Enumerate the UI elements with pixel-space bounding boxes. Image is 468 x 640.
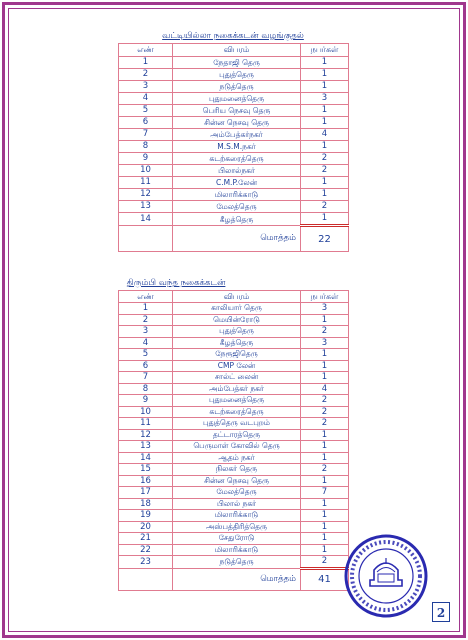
table2-cell-count: 1 bbox=[301, 349, 349, 361]
table1-header-detail: விபரம் bbox=[173, 44, 301, 57]
table2-cell-name: அஸ்பத்திரித்தெரு bbox=[173, 521, 301, 533]
table1-cell-no: 10 bbox=[119, 165, 173, 177]
table1-cell-name: கடற்கரைத்தெரு bbox=[173, 153, 301, 165]
table2-row bbox=[119, 406, 349, 418]
table2-cell-name: அம்பேத்கர் நகர் bbox=[173, 383, 301, 395]
table2-cell-no: 23 bbox=[119, 556, 173, 569]
table2-row bbox=[119, 475, 349, 487]
table2-cell-name: மேலத்தெரு bbox=[173, 487, 301, 499]
table2-row bbox=[119, 360, 349, 372]
table1-cell-count: 1 bbox=[301, 141, 349, 153]
table2-cell-no: 3 bbox=[119, 326, 173, 338]
table1-row bbox=[119, 117, 349, 129]
table1-cell-no: 13 bbox=[119, 201, 173, 213]
table2-cell-no: 15 bbox=[119, 464, 173, 476]
table1-cell-no: 9 bbox=[119, 153, 173, 165]
table2-cell-name: தட்டாரத்தெரு bbox=[173, 429, 301, 441]
table1-cell-name: M.S.M.நகர் bbox=[173, 141, 301, 153]
table2-cell-no: 9 bbox=[119, 395, 173, 407]
table2-cell-name: மெயின்ரோடு bbox=[173, 314, 301, 326]
table2-row bbox=[119, 544, 349, 556]
table2-cell-count: 1 bbox=[301, 510, 349, 522]
table2-cell-count: 2 bbox=[301, 418, 349, 430]
table2-cell-name: CMP லேன் bbox=[173, 360, 301, 372]
table2-cell-no: 19 bbox=[119, 510, 173, 522]
table1-row bbox=[119, 153, 349, 165]
table2-cell-name: புதுமனைத்தெரு bbox=[173, 395, 301, 407]
table2-row bbox=[119, 372, 349, 384]
table2-row bbox=[119, 383, 349, 395]
table1-row bbox=[119, 141, 349, 153]
table2-cell-name: பெருமாள் கோவில் தெரு bbox=[173, 441, 301, 453]
table2-row bbox=[119, 314, 349, 326]
table1-cell-count: 1 bbox=[301, 177, 349, 189]
table2-row bbox=[119, 521, 349, 533]
table2-cell-count: 7 bbox=[301, 487, 349, 499]
table1-cell-name: அம்பேத்கர்நகர் bbox=[173, 129, 301, 141]
table2-cell-name: நேரூஜிதெரு bbox=[173, 349, 301, 361]
table2-cell-no: 22 bbox=[119, 544, 173, 556]
table1-cell-count: 2 bbox=[301, 153, 349, 165]
table2-row bbox=[119, 487, 349, 499]
table2-cell-name: காலியார் தெரு bbox=[173, 303, 301, 315]
table2-cell-count: 1 bbox=[301, 429, 349, 441]
table2-cell-count: 1 bbox=[301, 544, 349, 556]
table2-cell-name: புதுத்தெரு bbox=[173, 326, 301, 338]
table1-cell-count: 1 bbox=[301, 69, 349, 81]
table2-cell-count: 1 bbox=[301, 475, 349, 487]
table2-row bbox=[119, 303, 349, 315]
table2-cell-no: 20 bbox=[119, 521, 173, 533]
table1-cell-no: 8 bbox=[119, 141, 173, 153]
table2-cell-name: மிலாரிக்காடு bbox=[173, 510, 301, 522]
table1 bbox=[118, 43, 349, 252]
table2-cell-count: 2 bbox=[301, 464, 349, 476]
table2-total-value: 41 bbox=[301, 568, 349, 590]
table2 bbox=[118, 290, 349, 591]
table2-cell-count: 4 bbox=[301, 383, 349, 395]
table2-header-count: நபர்கள் bbox=[301, 291, 349, 303]
table2-cell-count: 1 bbox=[301, 441, 349, 453]
table2-total-empty bbox=[119, 568, 173, 590]
table2-cell-name: நடுத்தெரு bbox=[173, 556, 301, 569]
table1-row bbox=[119, 57, 349, 69]
table1-row bbox=[119, 189, 349, 201]
table2-row bbox=[119, 556, 349, 569]
table2-cell-no: 4 bbox=[119, 337, 173, 349]
table2-row bbox=[119, 464, 349, 476]
table2-title: திரும்பி வந்த நகைக்கடன் bbox=[126, 278, 226, 288]
table2-row bbox=[119, 418, 349, 430]
table2-header-no: எண் bbox=[119, 291, 173, 303]
table1-cell-no: 4 bbox=[119, 93, 173, 105]
table1-row bbox=[119, 165, 349, 177]
table1-total-value: 22 bbox=[301, 226, 349, 252]
table2-cell-no: 1 bbox=[119, 303, 173, 315]
table1-cell-count: 1 bbox=[301, 117, 349, 129]
table2-header-detail: விபரம் bbox=[173, 291, 301, 303]
table2-cell-count: 3 bbox=[301, 337, 349, 349]
organization-seal bbox=[344, 534, 428, 618]
table1-cell-name: சின்ன நெசவு தெரு bbox=[173, 117, 301, 129]
table1-cell-count: 4 bbox=[301, 129, 349, 141]
table2-row bbox=[119, 349, 349, 361]
table2-cell-no: 13 bbox=[119, 441, 173, 453]
table1-row bbox=[119, 201, 349, 213]
table2-row bbox=[119, 498, 349, 510]
table2-cell-no: 8 bbox=[119, 383, 173, 395]
table2-cell-no: 12 bbox=[119, 429, 173, 441]
table1-total-label: மொத்தம் bbox=[173, 226, 301, 252]
table1-cell-no: 3 bbox=[119, 81, 173, 93]
table2-row bbox=[119, 429, 349, 441]
table1-cell-name: நடுத்தெரு bbox=[173, 81, 301, 93]
table1-cell-no: 1 bbox=[119, 57, 173, 69]
table1-cell-name: பெரிய நெசவு தெரு bbox=[173, 105, 301, 117]
table2-cell-no: 5 bbox=[119, 349, 173, 361]
table2-cell-count: 2 bbox=[301, 406, 349, 418]
table2-cell-no: 2 bbox=[119, 314, 173, 326]
table1-header-count: நபர்கள் bbox=[301, 44, 349, 57]
table1-cell-no: 7 bbox=[119, 129, 173, 141]
page-number: 2 bbox=[432, 602, 450, 622]
table1-row bbox=[119, 105, 349, 117]
table2-cell-count: 2 bbox=[301, 556, 349, 569]
table2-total-label: மொத்தம் bbox=[173, 568, 301, 590]
table1-row bbox=[119, 69, 349, 81]
table1-cell-count: 1 bbox=[301, 189, 349, 201]
table1-header-no: எண் bbox=[119, 44, 173, 57]
table2-cell-no: 11 bbox=[119, 418, 173, 430]
table2-cell-no: 17 bbox=[119, 487, 173, 499]
table2-cell-name: மிலாரிக்காடு bbox=[173, 544, 301, 556]
table2-cell-count: 1 bbox=[301, 533, 349, 545]
table2-row bbox=[119, 326, 349, 338]
table1-cell-no: 5 bbox=[119, 105, 173, 117]
table2-cell-no: 7 bbox=[119, 372, 173, 384]
table2-row bbox=[119, 441, 349, 453]
table2-cell-no: 21 bbox=[119, 533, 173, 545]
table1-title: வட்டியில்லா நகைக்கடன் வழங்குதல் bbox=[162, 31, 304, 41]
table2-cell-count: 2 bbox=[301, 326, 349, 338]
table1-cell-name: நேதாஜி தெரு bbox=[173, 57, 301, 69]
table1-cell-count: 1 bbox=[301, 213, 349, 226]
table1-cell-no: 2 bbox=[119, 69, 173, 81]
table2-cell-count: 1 bbox=[301, 372, 349, 384]
table1-cell-count: 1 bbox=[301, 81, 349, 93]
table1-cell-no: 6 bbox=[119, 117, 173, 129]
table1-cell-name: கீழத்தெரு bbox=[173, 213, 301, 226]
table2-cell-name: சேதுரோடு bbox=[173, 533, 301, 545]
table1-cell-name: C.M.P.லேன் bbox=[173, 177, 301, 189]
table1-row bbox=[119, 129, 349, 141]
table1-cell-name: மிலாரிக்காடு bbox=[173, 189, 301, 201]
table2-cell-count: 1 bbox=[301, 314, 349, 326]
table1-cell-name: புதுத்தெரு bbox=[173, 69, 301, 81]
table2-row bbox=[119, 337, 349, 349]
table1-row bbox=[119, 177, 349, 189]
table2-cell-name: ஆதம் நகர் bbox=[173, 452, 301, 464]
table1-cell-count: 1 bbox=[301, 105, 349, 117]
table2-cell-no: 6 bbox=[119, 360, 173, 372]
table1-row bbox=[119, 213, 349, 226]
table1-cell-no: 11 bbox=[119, 177, 173, 189]
table2-cell-count: 1 bbox=[301, 521, 349, 533]
table2-cell-name: சால்ட் லைன் bbox=[173, 372, 301, 384]
table1-cell-count: 2 bbox=[301, 165, 349, 177]
table1-cell-name: பிலால்நகர் bbox=[173, 165, 301, 177]
table2-cell-name: கடற்கரைத்தெரு bbox=[173, 406, 301, 418]
table2-cell-count: 1 bbox=[301, 360, 349, 372]
table1-cell-count: 3 bbox=[301, 93, 349, 105]
table1-cell-no: 14 bbox=[119, 213, 173, 226]
table2-cell-count: 3 bbox=[301, 303, 349, 315]
table2-row bbox=[119, 395, 349, 407]
table1-row bbox=[119, 81, 349, 93]
table2-cell-name: கீழத்தெரு bbox=[173, 337, 301, 349]
table2-cell-name: நிலகர் தெரு bbox=[173, 464, 301, 476]
table2-row bbox=[119, 452, 349, 464]
table1-cell-count: 2 bbox=[301, 201, 349, 213]
table1-cell-name: புதுமனைத்தெரு bbox=[173, 93, 301, 105]
table2-cell-count: 2 bbox=[301, 395, 349, 407]
table2-cell-no: 10 bbox=[119, 406, 173, 418]
table2-cell-name: சின்ன நெசவு தெரு bbox=[173, 475, 301, 487]
table1-row bbox=[119, 93, 349, 105]
table2-row bbox=[119, 533, 349, 545]
table2-cell-name: பிலால் நகர் bbox=[173, 498, 301, 510]
table2-cell-no: 18 bbox=[119, 498, 173, 510]
table1-total-empty bbox=[119, 226, 173, 252]
table2-cell-no: 14 bbox=[119, 452, 173, 464]
table2-cell-count: 1 bbox=[301, 452, 349, 464]
table2-cell-count: 1 bbox=[301, 498, 349, 510]
table2-cell-no: 16 bbox=[119, 475, 173, 487]
table1-cell-count: 1 bbox=[301, 57, 349, 69]
table2-row bbox=[119, 510, 349, 522]
table1-cell-name: மேலத்தெரு bbox=[173, 201, 301, 213]
table1-cell-no: 12 bbox=[119, 189, 173, 201]
table2-cell-name: புதுத்தெரு வடபுறம் bbox=[173, 418, 301, 430]
